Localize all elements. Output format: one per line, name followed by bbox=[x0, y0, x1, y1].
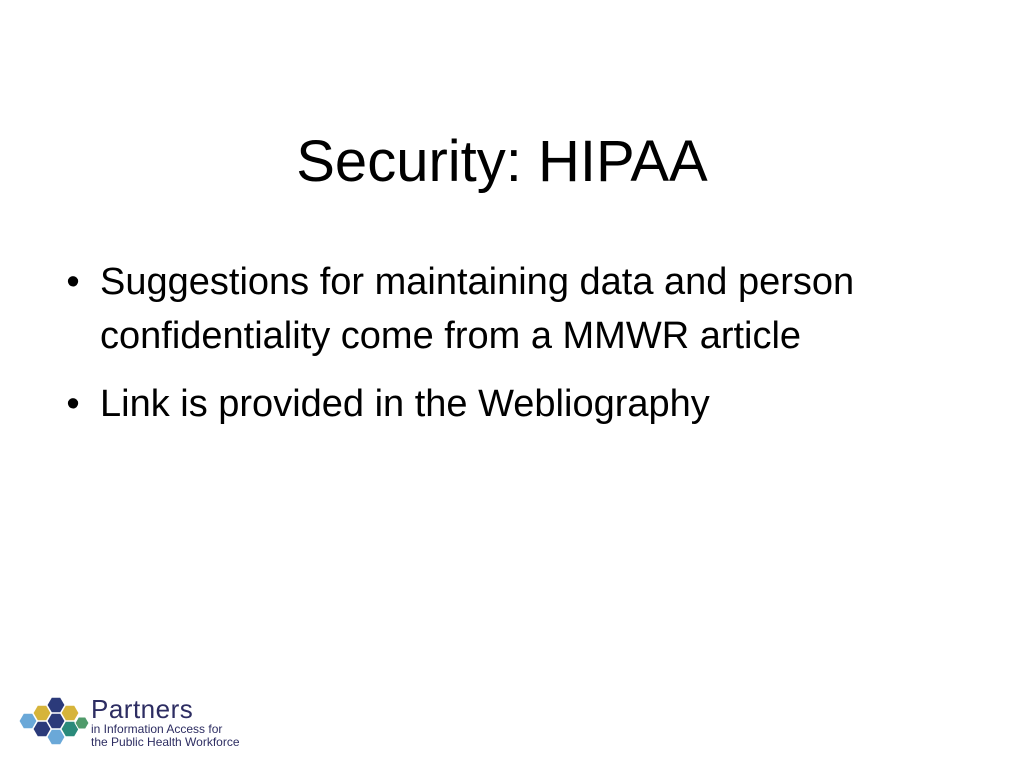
bullet-item bbox=[58, 255, 978, 363]
partners-logo bbox=[18, 695, 278, 755]
bullet-item bbox=[58, 377, 978, 431]
bullet-text: Link is provided in the Webliography bbox=[100, 383, 710, 425]
logo-tagline-line2: the Public Health Workforce bbox=[91, 735, 240, 749]
bullet-list bbox=[58, 255, 978, 445]
bullet-dot-icon: • bbox=[66, 383, 80, 425]
logo-hexagon bbox=[61, 705, 79, 721]
bullet-text: Suggestions for maintaining data and person confidentiality come from a MMWR article bbox=[100, 261, 855, 357]
logo-name: Partners bbox=[91, 694, 194, 724]
logo-text bbox=[91, 695, 240, 749]
logo-tagline-line1: in Information Access for bbox=[91, 722, 223, 736]
logo-hexagon bbox=[75, 717, 89, 729]
slide-title: Security: HIPAA bbox=[296, 129, 708, 194]
hexagon-cluster-logo-icon bbox=[18, 695, 92, 747]
bullet-dot-icon: • bbox=[66, 261, 80, 303]
